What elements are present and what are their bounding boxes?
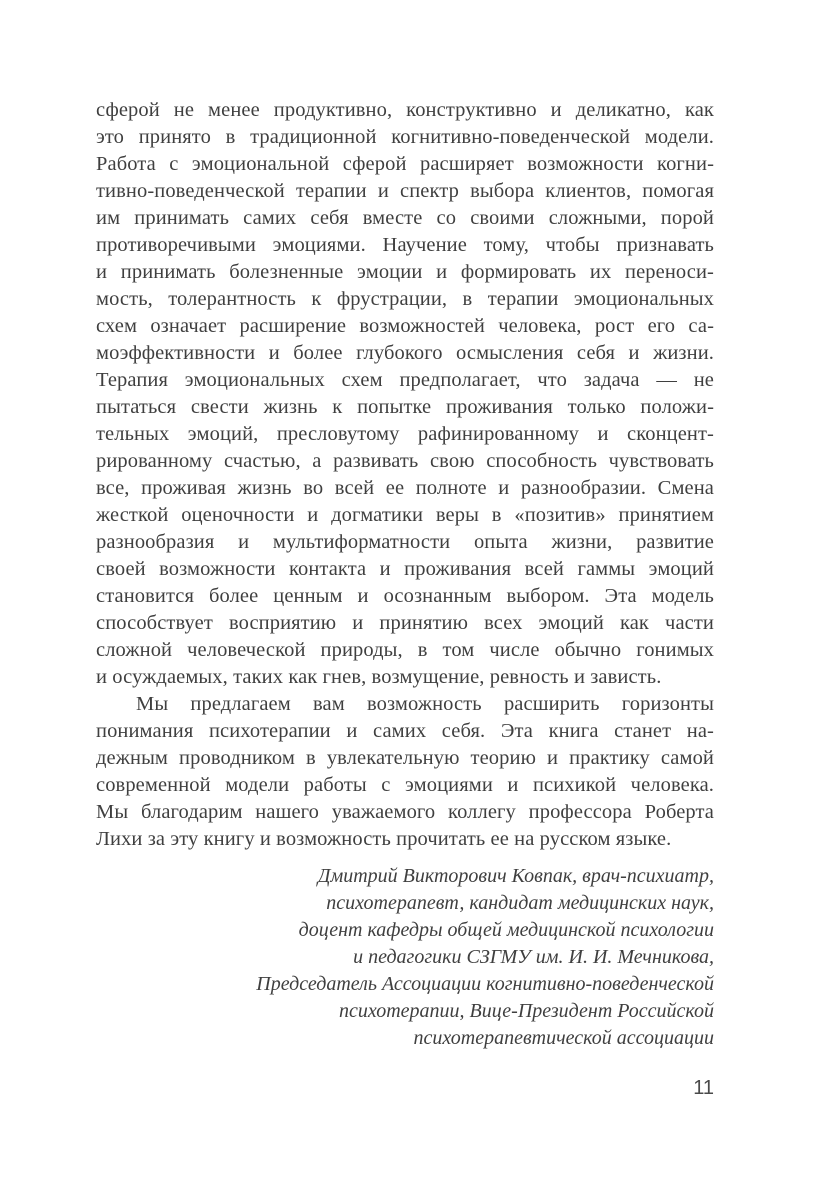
page-text-block [96, 97, 714, 1052]
body-text-line: тивно-поведенческой терапии и спектр выбора клиентов, помогая [96, 180, 714, 202]
body-paragraph-2 [96, 691, 714, 853]
body-text-line: моэффективности и более глубокого осмысления себя и жизни. [96, 342, 714, 364]
body-text-line: своей возможности контакта и проживания всей гаммы эмоций [96, 558, 714, 580]
body-text-line: рированному счастью, а развивать свою способность чувствовать [96, 450, 714, 472]
body-text-line: Терапия эмоциональных схем предполагает, что задача — не [96, 369, 714, 391]
body-text-line: пытаться свести жизнь к попытке проживания только положи- [96, 396, 714, 418]
body-text-line: современной модели работы с эмоциями и психикой человека. [96, 774, 714, 796]
body-text-line: противоречивыми эмоциями. Научение тому, чтобы признавать [96, 234, 714, 256]
body-text-line: это принято в традиционной когнитивно-поведенческой модели. [96, 126, 714, 148]
signature-text-line: психотерапии, Вице-Президент Российской [338, 1000, 714, 1022]
body-text-line: разнообразия и мультиформатности опыта жизни, развитие [96, 531, 714, 553]
signature-text-line: Председатель Ассоциации когнитивно-поведенческой [256, 973, 714, 995]
body-text-line: понимания психотерапии и самих себя. Эта книга станет на- [96, 720, 714, 742]
signature-text-line: психотерапевтической ассоциации [413, 1027, 714, 1049]
body-text-line: Работа с эмоциональной сферой расширяет возможности когни- [96, 153, 714, 175]
body-text-line: становится более ценным и осознанным выбором. Эта модель [96, 585, 714, 607]
signature-text-line: Дмитрий Викторович Ковпак, врач-психиатр, [317, 865, 714, 887]
body-text-line: мость, толерантность к фрустрации, в терапии эмоциональных [96, 288, 714, 310]
page-number: 11 [693, 1077, 714, 1099]
body-text-line: все, проживая жизнь во всей ее полноте и разнообразии. Смена [96, 477, 714, 499]
body-paragraph-1 [96, 97, 714, 691]
body-text-line: и принимать болезненные эмоции и формировать их переноси- [96, 261, 714, 283]
body-text-line: Мы благодарим нашего уважаемого коллегу профессора Роберта [96, 801, 714, 823]
body-text-line: тельных эмоций, пресловутому рафинированному и сконцент- [96, 423, 714, 445]
body-text-line: способствует восприятию и принятию всех эмоций как части [96, 612, 714, 634]
body-text-line: и осуждаемых, таких как гнев, возмущение, ревность и зависть. [96, 666, 662, 688]
body-text-line: жесткой оценочности и догматики веры в «позитив» принятием [96, 504, 714, 526]
body-text-line: им принимать самих себя вместе со своими сложными, порой [96, 207, 714, 229]
body-text-line: Мы предлагаем вам возможность расширить горизонты [136, 693, 714, 715]
signature-text-line: доцент кафедры общей медицинской психологии [298, 919, 714, 941]
signature-block [96, 863, 714, 1052]
body-text-line: дежным проводником в увлекательную теорию и практику самой [96, 747, 714, 769]
body-text-line: схем означает расширение возможностей человека, рост его са- [96, 315, 714, 337]
body-text-line: сложной человеческой природы, в том числе обычно гонимых [96, 639, 714, 661]
signature-text-line: и педагогики СЗГМУ им. И. И. Мечникова, [353, 946, 714, 968]
body-text-line: Лихи за эту книгу и возможность прочитать ее на русском языке. [96, 828, 672, 850]
signature-text-line: психотерапевт, кандидат медицинских наук, [326, 892, 714, 914]
body-text-line: сферой не менее продуктивно, конструктивно и деликатно, как [96, 99, 714, 121]
